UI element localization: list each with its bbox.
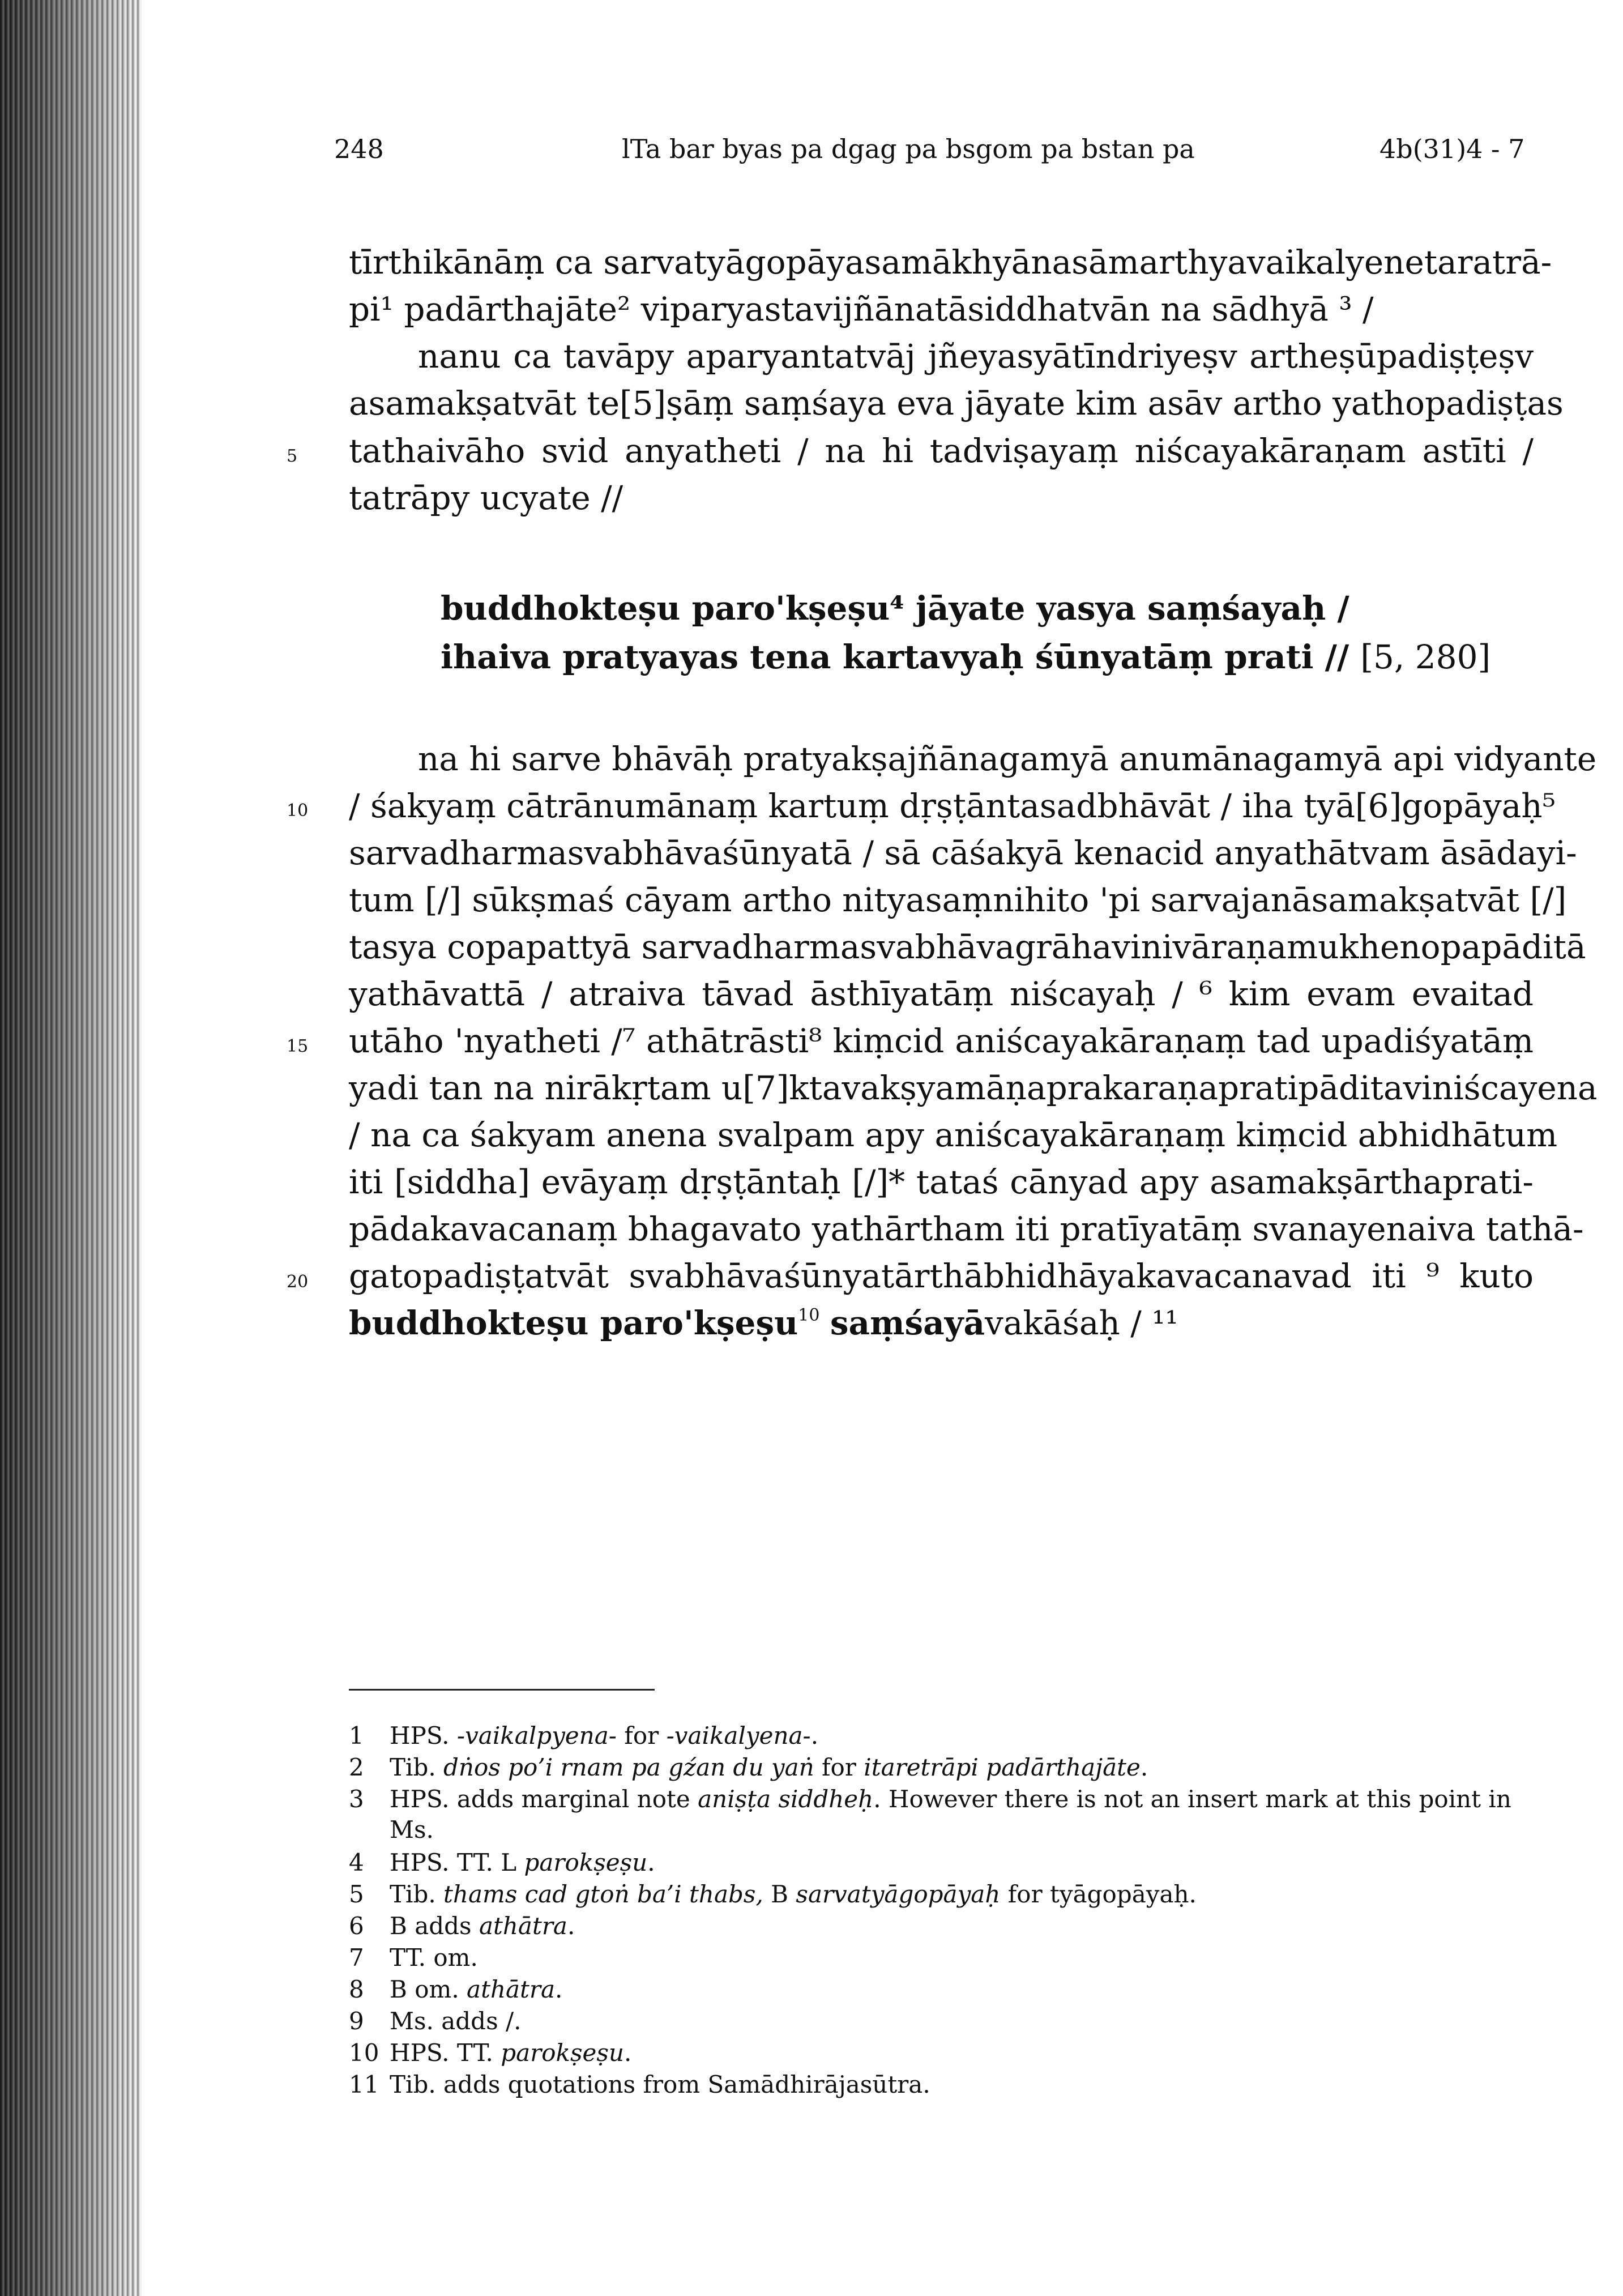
text-line: pi¹ padārthajāte² viparyastavijñānatāsiddhatvān na sādhyā ³ / — [349, 290, 1374, 328]
footnote — [349, 1721, 1534, 1751]
footnote-text: TT. om. — [390, 1944, 478, 1971]
footnote-text: Tib. adds quotations from Samādhirājasūtra. — [390, 2071, 930, 2098]
footnote-ref: 10 — [798, 1305, 820, 1325]
text-line: tatrāpy ucyate // — [349, 479, 623, 517]
footnote-text: Tib. dṅos po’i rnam pa gźan du yaṅ for itaretrāpi padārthajāte. — [390, 1753, 1148, 1781]
footnote — [349, 2069, 1534, 2100]
footnote — [349, 2038, 1534, 2068]
footnote-text: Tib. thams cad gtoṅ ba’i thabs, B sarvatyāgopāyaḥ for tyāgopāyaḥ. — [390, 1880, 1197, 1908]
text-line: pādakavacanaṃ bhagavato yathārtham iti pratīyatāṃ svanayenaiva tathā- — [349, 1210, 1584, 1248]
footnote-number: 11 — [349, 2071, 379, 2098]
footnote-text: B om. athātra. — [390, 1975, 563, 2003]
footnote-text: HPS. adds marginal note aniṣṭa siddheḥ. However there is not an insert mark at this point in Ms. — [390, 1785, 1511, 1843]
line-rest: vakāśaḥ / ¹¹ — [985, 1304, 1178, 1342]
footnote-number: 10 — [349, 2039, 379, 2067]
footnote-number: 5 — [349, 1880, 364, 1908]
text-line: tasya copapattyā sarvadharmasvabhāvagrāhavinivāraṇamukhenopapāditā — [349, 928, 1586, 966]
text-line: tum [/] sūkṣmaś cāyam artho nityasaṃnihito 'pi sarvajanāsamakṣatvāt [/] — [349, 881, 1567, 919]
text-line: / na ca śakyam anena svalpam apy aniścayakāraṇaṃ kiṃcid abhidhātum — [349, 1116, 1558, 1154]
footnote-text: Ms. adds /. — [390, 2007, 522, 2035]
text-line: yathāvattā / atraiva tāvad āsthīyatāṃ niścayaḥ / ⁶ kim evam evaitad — [349, 975, 1534, 1013]
footnote — [349, 1943, 1534, 1973]
running-title: lTa bar byas pa dgag pa bsgom pa bstan pa — [622, 134, 1195, 164]
footnote-number: 6 — [349, 1912, 364, 1940]
footnote-rule — [349, 1689, 655, 1691]
text-line: gatopadiṣṭatvāt svabhāvaśūnyatārthābhidhāyakavacanavad iti ⁹ kuto — [349, 1257, 1534, 1295]
text-line: / śakyaṃ cātrānumānaṃ kartuṃ dṛṣṭāntasadbhāvāt / iha tyā[6]gopāyaḥ⁵ — [349, 787, 1556, 825]
footnote-text: B adds athātra. — [390, 1912, 575, 1940]
text-line: nanu ca tavāpy aparyantatvāj jñeyasyātīndriyeṣv artheṣūpadiṣṭeṣv — [418, 337, 1534, 375]
footnote-text: HPS. TT. L parokṣeṣu. — [390, 1849, 655, 1876]
verse-line-2-text: ihaiva pratyayas tena kartavyaḥ śūnyatāṃ prati // — [441, 638, 1349, 676]
verse-line-1: buddhokteṣu paro'kṣeṣu⁴ jāyate yasya saṃśayaḥ / — [441, 589, 1349, 628]
footnote-number: 3 — [349, 1785, 364, 1813]
line-number: 5 — [287, 446, 298, 466]
text-line: utāho 'nyatheti /⁷ athātrāsti⁸ kiṃcid aniścayakāraṇaṃ tad upadiśyatāṃ — [349, 1022, 1534, 1060]
footnote — [349, 1752, 1534, 1783]
text-line: sarvadharmasvabhāvaśūnyatā / sā cāśakyā kenacid anyathātvam āsādayi- — [349, 834, 1577, 872]
text-line: yadi tan na nirākṛtam u[7]ktavakṣyamāṇaprakaraṇapratipāditaviniścayena — [349, 1069, 1598, 1107]
bold-term: buddhokteṣu paro'kṣeṣu — [349, 1304, 798, 1342]
footnote — [349, 1847, 1534, 1878]
footnote-number: 1 — [349, 1722, 364, 1749]
footnote — [349, 1879, 1534, 1910]
text-line-final — [349, 1303, 1534, 1343]
footnote — [349, 1784, 1534, 1845]
line-number: 15 — [287, 1036, 309, 1056]
footnote-number: 7 — [349, 1944, 364, 1971]
footnote-number: 2 — [349, 1753, 364, 1781]
footnote-number: 9 — [349, 2007, 364, 2035]
text-line: iti [siddha] evāyaṃ dṛṣṭāntaḥ [/]* tataś cānyad apy asamakṣārthaprati- — [349, 1163, 1534, 1201]
footnote — [349, 1911, 1534, 1941]
folio-reference: 4b(31)4 - 7 — [1379, 134, 1525, 164]
footnote-number: 8 — [349, 1975, 364, 2003]
footnote-text: HPS. -vaikalpyena- for -vaikalyena-. — [390, 1722, 819, 1749]
text-line: tathaivāho svid anyatheti / na hi tadviṣayaṃ niścayakāraṇam astīti / — [349, 432, 1534, 470]
text-line: na hi sarve bhāvāḥ pratyakṣajñānagamyā anumānagamyā api vidyante — [418, 740, 1597, 778]
verse-reference: [5, 280] — [1360, 638, 1491, 676]
line-number: 20 — [287, 1272, 309, 1292]
footnote-text: HPS. TT. parokṣeṣu. — [390, 2039, 632, 2067]
footnote — [349, 1974, 1534, 2005]
text-line: tīrthikānāṃ ca sarvatyāgopāyasamākhyānasāmarthyavaikalyenetaratrā- — [349, 243, 1552, 281]
verse-line-2 — [441, 638, 1490, 676]
book-binding-shadow — [0, 0, 142, 2296]
footnote — [349, 2006, 1534, 2037]
footnote-number: 4 — [349, 1849, 364, 1876]
line-number: 10 — [287, 801, 309, 821]
text-line: asamakṣatvāt te[5]ṣāṃ saṃśaya eva jāyate kim asāv artho yathopadiṣṭas — [349, 384, 1564, 423]
page-number: 248 — [334, 134, 384, 164]
bold-term: saṃśayā — [830, 1304, 985, 1342]
